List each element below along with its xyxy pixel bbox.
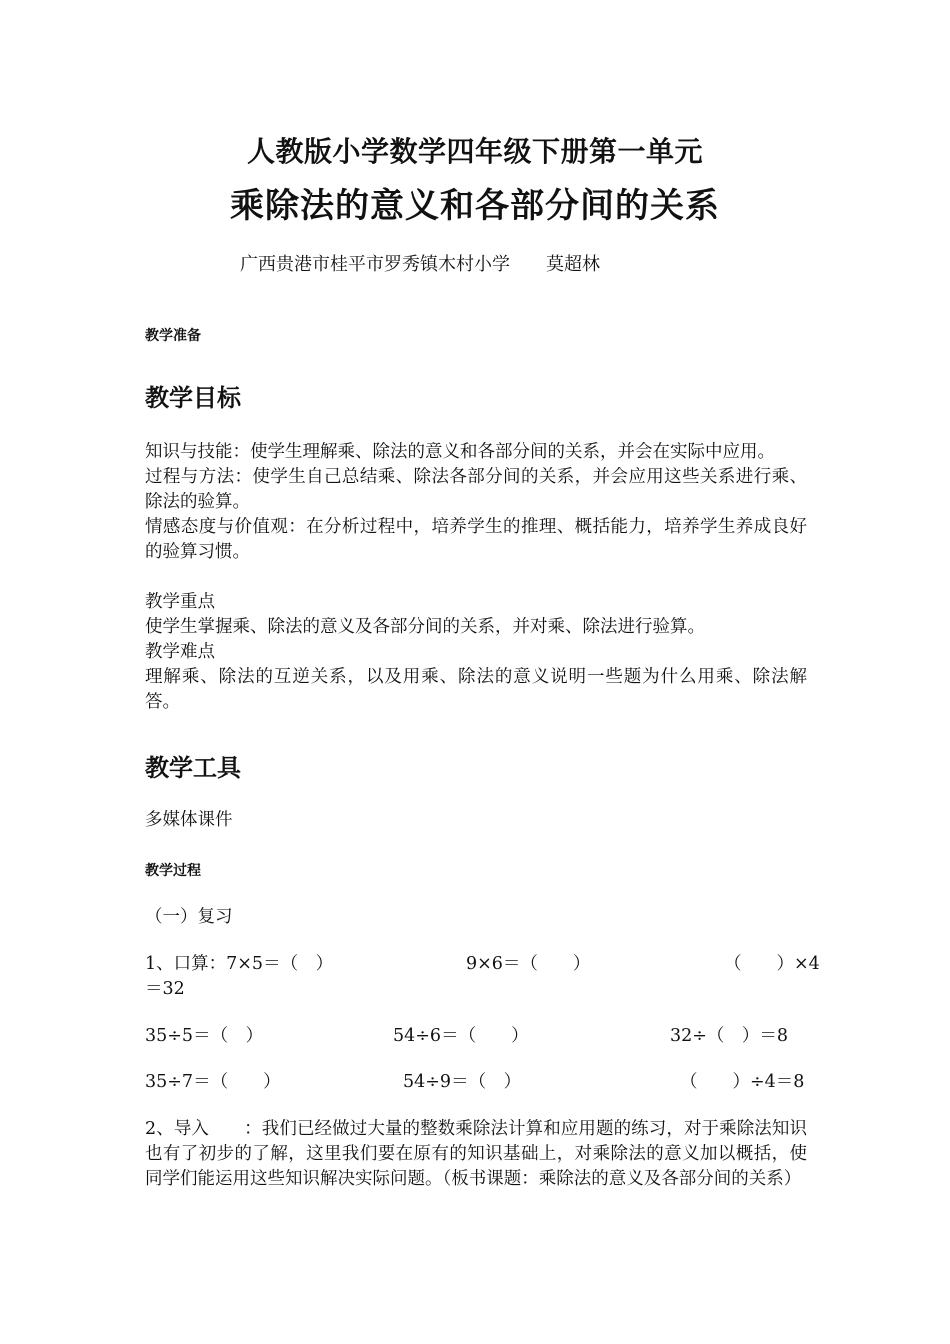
exercise-q3-b: 54÷9＝（ ） bbox=[403, 1072, 522, 1092]
exercise-q1-d: ＝32 bbox=[145, 979, 185, 999]
heading-goals: 教学目标 bbox=[145, 384, 241, 412]
exercise-q3-a: 35÷7＝（ ） bbox=[145, 1072, 281, 1092]
exercise-q2-a: 35÷5＝（ ） bbox=[145, 1026, 264, 1046]
difficulty-text: 理解乘、除法的互逆关系，以及用乘、除法的意义说明一些题为什么用乘、除法解答。 bbox=[145, 667, 807, 712]
key-point-text: 使学生掌握乘、除法的意义及各部分间的关系，并对乘、除法进行验算。 bbox=[145, 617, 705, 637]
exercise-q1-c: （ ）×4 bbox=[724, 954, 820, 974]
heading-key-point: 教学重点 bbox=[145, 592, 215, 612]
goal-attitude: 情感态度与价值观：在分析过程中，培养学生的推理、概括能力，培养学生养成良好的验算习惯。 bbox=[145, 517, 807, 562]
goal-process: 过程与方法：使学生自己总结乘、除法各部分间的关系，并会应用这些关系进行乘、除法的验算。 bbox=[145, 467, 807, 512]
exercise-q3-c: （ ）÷4＝8 bbox=[680, 1072, 805, 1092]
document-title: 人教版小学数学四年级下册第一单元 bbox=[246, 135, 703, 168]
heading-process: 教学过程 bbox=[145, 863, 201, 879]
review-heading: （一）复习 bbox=[145, 907, 233, 927]
goal-knowledge: 知识与技能：使学生理解乘、除法的意义和各部分间的关系，并会在实际中应用。 bbox=[145, 442, 775, 462]
exercise-q1-b: 9×6＝（ ） bbox=[466, 954, 591, 974]
document-subtitle: 乘除法的意义和各部分间的关系 bbox=[230, 186, 720, 226]
intro-paragraph: 2、导入 ：我们已经做过大量的整数乘除法计算和应用题的练习，对于乘除法知识也有了初步的了解，这里我们要在原有的知识基础上，对乘除法的意义加以概括，使同学们能运用这些知识解决实际问题。（板书课题：乘除法的意义及各部分间的关系） bbox=[145, 1119, 807, 1189]
heading-prep: 教学准备 bbox=[145, 328, 201, 344]
heading-difficulty: 教学难点 bbox=[145, 642, 215, 662]
tools-text: 多媒体课件 bbox=[145, 810, 233, 830]
exercise-q2-c: 32÷（ ）＝8 bbox=[670, 1026, 789, 1046]
heading-tools: 教学工具 bbox=[145, 754, 241, 782]
exercise-q1-a: 1、口算：7×5＝（ ） bbox=[145, 954, 334, 974]
exercise-q2-b: 54÷6＝（ ） bbox=[393, 1026, 529, 1046]
author-line: 广西贵港市桂平市罗秀镇木村小学 莫超林 bbox=[240, 254, 600, 275]
